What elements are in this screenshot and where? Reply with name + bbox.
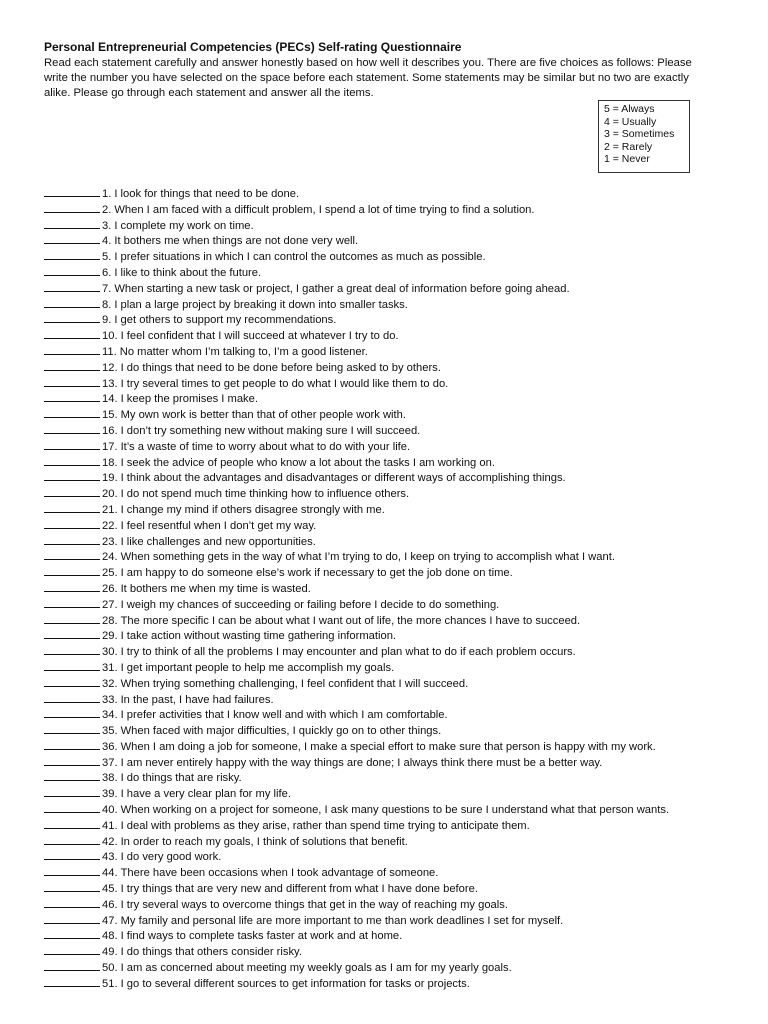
item-statement: I prefer situations in which I can control the outcomes as much as possible.	[114, 251, 486, 264]
answer-blank[interactable]	[44, 960, 100, 971]
item-statement: I take action without wasting time gathering information.	[120, 630, 397, 643]
item-statement: I prefer activities that I know well and with which I am comfortable.	[120, 709, 448, 722]
questionnaire-item	[44, 391, 704, 407]
item-statement: I weigh my chances of succeeding or failing before I decide to do something.	[120, 598, 500, 611]
item-statement: I do very good work.	[120, 851, 222, 864]
item-number: 39.	[102, 788, 118, 801]
item-statement: I seek the advice of people who know a lot about the tasks I am working on.	[120, 456, 495, 469]
item-statement: I like challenges and new opportunities.	[120, 535, 316, 548]
answer-blank[interactable]	[44, 265, 100, 276]
answer-blank[interactable]	[44, 297, 100, 308]
questionnaire-item	[44, 818, 704, 834]
item-number: 15.	[102, 409, 118, 422]
item-statement: When I am doing a job for someone, I make a special effort to make sure that person is happy with my work.	[120, 740, 656, 753]
answer-blank[interactable]	[44, 360, 100, 371]
questionnaire-item	[44, 913, 704, 929]
item-statement: I am never entirely happy with the way things are done; I always think there must be a better way.	[120, 756, 603, 769]
item-number: 11.	[102, 345, 117, 358]
legend-item: 4 = Usually	[604, 115, 657, 128]
questionnaire-item	[44, 360, 704, 376]
item-number: 32.	[102, 677, 118, 690]
questionnaire-item	[44, 423, 704, 439]
item-statement: I try several ways to overcome things that get in the way of reaching my goals.	[120, 898, 508, 911]
rating-legend	[598, 100, 690, 173]
questionnaire-item	[44, 376, 704, 392]
item-number: 29.	[102, 630, 118, 643]
item-number: 50.	[102, 962, 118, 975]
item-number: 12.	[102, 361, 118, 374]
questionnaire-item	[44, 802, 704, 818]
item-statement: I complete my work on time.	[114, 219, 254, 232]
answer-blank[interactable]	[44, 423, 100, 434]
item-statement: I find ways to complete tasks faster at work and at home.	[120, 930, 403, 943]
questionnaire-items	[44, 186, 704, 992]
answer-blank[interactable]	[44, 344, 100, 355]
instructions-paragraph: Read each statement carefully and answer honestly based on how well it describes you. There are five choices as follows: Please write the number you have selected on the space before each statement. Some statements may be similar but no two are exactly alike. Please go through each statement and answer all the items.	[44, 57, 692, 99]
questionnaire-item	[44, 770, 704, 786]
answer-blank[interactable]	[44, 455, 100, 466]
item-statement: I deal with problems as they arise, rather than spend time trying to anticipate them.	[120, 819, 530, 832]
questionnaire-item	[44, 249, 704, 265]
item-number: 13.	[102, 377, 118, 390]
item-number: 18.	[102, 456, 118, 469]
answer-blank[interactable]	[44, 518, 100, 529]
legend-item: 1 = Never	[604, 153, 650, 166]
item-statement: I don’t try something new without making sure I will succeed.	[120, 424, 421, 437]
item-number: 7.	[102, 282, 112, 295]
item-number: 23.	[102, 535, 118, 548]
answer-blank[interactable]	[44, 249, 100, 260]
questionnaire-item	[44, 328, 704, 344]
answer-blank[interactable]	[44, 281, 100, 292]
questionnaire-item	[44, 613, 704, 629]
questionnaire-item	[44, 707, 704, 723]
answer-blank[interactable]	[44, 944, 100, 955]
item-statement: My own work is better than that of other people work with.	[120, 409, 406, 422]
questionnaire-item	[44, 865, 704, 881]
answer-blank[interactable]	[44, 834, 100, 845]
questionnaire-item	[44, 976, 704, 992]
item-statement: There have been occasions when I took advantage of someone.	[120, 867, 439, 880]
item-number: 46.	[102, 898, 118, 911]
item-number: 47.	[102, 914, 118, 927]
item-number: 28.	[102, 614, 118, 627]
questionnaire-item	[44, 486, 704, 502]
item-statement: When trying something challenging, I feel confident that I will succeed.	[120, 677, 469, 690]
answer-blank[interactable]	[44, 376, 100, 387]
answer-blank[interactable]	[44, 565, 100, 576]
item-number: 22.	[102, 519, 118, 532]
item-statement: I do things that need to be done before being asked to by others.	[120, 361, 441, 374]
item-number: 36.	[102, 740, 118, 753]
answer-blank[interactable]	[44, 644, 100, 655]
item-statement: I like to think about the future.	[114, 266, 262, 279]
answer-blank[interactable]	[44, 849, 100, 860]
item-number: 41.	[102, 819, 118, 832]
answer-blank[interactable]	[44, 597, 100, 608]
item-number: 19.	[102, 472, 118, 485]
questionnaire-item	[44, 881, 704, 897]
item-number: 4.	[102, 235, 112, 248]
item-number: 51.	[102, 977, 118, 990]
answer-blank[interactable]	[44, 802, 100, 813]
questionnaire-item	[44, 676, 704, 692]
item-statement: I try to think of all the problems I may encounter and plan what to do if each problem occurs.	[120, 646, 576, 659]
item-number: 34.	[102, 709, 118, 722]
questionnaire-item	[44, 281, 704, 297]
item-number: 24.	[102, 551, 118, 564]
answer-blank[interactable]	[44, 660, 100, 671]
item-number: 49.	[102, 946, 118, 959]
page-title: Personal Entrepreneurial Competencies (PECs) Self-rating Questionnaire	[44, 40, 462, 54]
item-statement: I get others to support my recommendations.	[114, 314, 337, 327]
questionnaire-item	[44, 470, 704, 486]
questionnaire-item	[44, 518, 704, 534]
legend-item: 3 = Sometimes	[604, 128, 675, 141]
answer-blank[interactable]	[44, 692, 100, 703]
answer-blank[interactable]	[44, 628, 100, 639]
questionnaire-item	[44, 755, 704, 771]
answer-blank[interactable]	[44, 502, 100, 513]
item-statement: I change my mind if others disagree strongly with me.	[120, 503, 385, 516]
item-number: 8.	[102, 298, 112, 311]
questionnaire-item	[44, 186, 704, 202]
questionnaire-item	[44, 549, 704, 565]
item-number: 38.	[102, 772, 118, 785]
answer-blank[interactable]	[44, 755, 100, 766]
item-number: 25.	[102, 567, 118, 580]
answer-blank[interactable]	[44, 486, 100, 497]
questionnaire-item	[44, 960, 704, 976]
item-statement: I am happy to do someone else’s work if necessary to get the job done on time.	[120, 567, 513, 580]
item-statement: In order to reach my goals, I think of solutions that benefit.	[120, 835, 408, 848]
questionnaire-item	[44, 597, 704, 613]
questionnaire-item	[44, 202, 704, 218]
item-number: 42.	[102, 835, 118, 848]
questionnaire-item	[44, 534, 704, 550]
answer-blank[interactable]	[44, 470, 100, 481]
answer-blank[interactable]	[44, 786, 100, 797]
questionnaire-item	[44, 297, 704, 313]
item-number: 1.	[102, 188, 112, 200]
questionnaire-item	[44, 786, 704, 802]
answer-blank[interactable]	[44, 928, 100, 939]
item-statement: I plan a large project by breaking it down into smaller tasks.	[114, 298, 408, 311]
item-statement: I do things that are risky.	[120, 772, 242, 785]
item-statement: I do not spend much time thinking how to influence others.	[120, 488, 410, 501]
answer-blank[interactable]	[44, 549, 100, 560]
item-number: 3.	[102, 219, 112, 232]
item-statement: I am as concerned about meeting my weekly goals as I am for my yearly goals.	[120, 962, 512, 975]
item-number: 40.	[102, 804, 118, 817]
item-number: 14.	[102, 393, 118, 406]
item-number: 20.	[102, 488, 118, 501]
legend-item: 5 = Always	[604, 103, 655, 115]
item-number: 16.	[102, 424, 118, 437]
legend-item: 2 = Rarely	[604, 140, 653, 153]
item-number: 5.	[102, 251, 112, 264]
item-statement: When starting a new task or project, I gather a great deal of information before going ahead.	[114, 282, 570, 295]
questionnaire-item	[44, 455, 704, 471]
item-number: 35.	[102, 725, 118, 738]
answer-blank[interactable]	[44, 581, 100, 592]
item-number: 2.	[102, 203, 112, 216]
item-statement: It bothers me when my time is wasted.	[120, 582, 311, 595]
answer-blank[interactable]	[44, 218, 100, 229]
questionnaire-item	[44, 897, 704, 913]
item-statement: It’s a waste of time to worry about what to do with your life.	[120, 440, 411, 453]
item-statement: No matter whom I’m talking to, I’m a good listener.	[119, 345, 368, 358]
questionnaire-item	[44, 407, 704, 423]
questionnaire-item	[44, 502, 704, 518]
answer-blank[interactable]	[44, 391, 100, 402]
item-statement: My family and personal life are more important to me than work deadlines I set for myself.	[120, 914, 564, 927]
questionnaire-item	[44, 944, 704, 960]
item-statement: I have a very clear plan for my life.	[120, 788, 291, 801]
item-number: 31.	[102, 661, 118, 674]
item-statement: I feel resentful when I don’t get my way.	[120, 519, 317, 532]
questionnaire-item	[44, 660, 704, 676]
answer-blank[interactable]	[44, 312, 100, 323]
questionnaire-item	[44, 233, 704, 249]
answer-blank[interactable]	[44, 676, 100, 687]
item-statement: It bothers me when things are not done very well.	[114, 235, 359, 248]
item-statement: I keep the promises I make.	[120, 393, 258, 406]
answer-blank[interactable]	[44, 534, 100, 545]
item-number: 6.	[102, 266, 112, 279]
answer-blank[interactable]	[44, 897, 100, 908]
questionnaire-item	[44, 849, 704, 865]
item-number: 30.	[102, 646, 118, 659]
document-header	[44, 40, 704, 101]
item-statement: I feel confident that I will succeed at whatever I try to do.	[120, 330, 399, 343]
item-number: 43.	[102, 851, 118, 864]
answer-blank[interactable]	[44, 739, 100, 750]
answer-blank[interactable]	[44, 186, 100, 197]
answer-blank[interactable]	[44, 233, 100, 244]
item-statement: I think about the advantages and disadvantages or different ways of accomplishing things.	[120, 472, 566, 485]
item-number: 17.	[102, 440, 118, 453]
questionnaire-item	[44, 834, 704, 850]
questionnaire-item	[44, 928, 704, 944]
item-statement: When I am faced with a difficult problem, I spend a lot of time trying to find a solution.	[114, 203, 535, 216]
questionnaire-item	[44, 265, 704, 281]
answer-blank[interactable]	[44, 707, 100, 718]
answer-blank[interactable]	[44, 723, 100, 734]
item-statement: I go to several different sources to get information for tasks or projects.	[120, 977, 470, 990]
item-number: 21.	[102, 503, 118, 516]
item-statement: I try several times to get people to do what I would like them to do.	[120, 377, 449, 390]
answer-blank[interactable]	[44, 328, 100, 339]
item-statement: When faced with major difficulties, I quickly go on to other things.	[120, 725, 442, 738]
questionnaire-item	[44, 692, 704, 708]
answer-blank[interactable]	[44, 865, 100, 876]
item-number: 10.	[102, 330, 118, 343]
item-number: 45.	[102, 883, 118, 896]
item-number: 48.	[102, 930, 118, 943]
questionnaire-item	[44, 644, 704, 660]
answer-blank[interactable]	[44, 881, 100, 892]
questionnaire-item	[44, 628, 704, 644]
answer-blank[interactable]	[44, 202, 100, 213]
questionnaire-item	[44, 739, 704, 755]
item-statement: I look for things that need to be done.	[114, 188, 300, 200]
answer-blank[interactable]	[44, 613, 100, 624]
item-statement: I try things that are very new and different from what I have done before.	[120, 883, 478, 896]
item-statement: When something gets in the way of what I’m trying to do, I keep on trying to accomplish what I want.	[120, 551, 615, 564]
answer-blank[interactable]	[44, 770, 100, 781]
answer-blank[interactable]	[44, 407, 100, 418]
answer-blank[interactable]	[44, 818, 100, 829]
item-statement: In the past, I have had failures.	[120, 693, 274, 706]
answer-blank[interactable]	[44, 913, 100, 924]
item-number: 44.	[102, 867, 118, 880]
item-statement: When working on a project for someone, I ask many questions to be sure I understand what that person wants.	[120, 804, 670, 817]
questionnaire-item	[44, 565, 704, 581]
item-statement: I get important people to help me accomplish my goals.	[120, 661, 395, 674]
questionnaire-item	[44, 218, 704, 234]
questionnaire-item	[44, 439, 704, 455]
questionnaire-item	[44, 344, 704, 360]
item-number: 37.	[102, 756, 118, 769]
questionnaire-item	[44, 723, 704, 739]
item-statement: The more specific I can be about what I want out of life, the more chances I have to succeed.	[120, 614, 581, 627]
item-number: 26.	[102, 582, 118, 595]
answer-blank[interactable]	[44, 439, 100, 450]
item-number: 27.	[102, 598, 118, 611]
questionnaire-item	[44, 581, 704, 597]
item-statement: I do things that others consider risky.	[120, 946, 302, 959]
answer-blank[interactable]	[44, 976, 100, 987]
item-number: 9.	[102, 314, 112, 327]
questionnaire-item	[44, 312, 704, 328]
item-number: 33.	[102, 693, 118, 706]
